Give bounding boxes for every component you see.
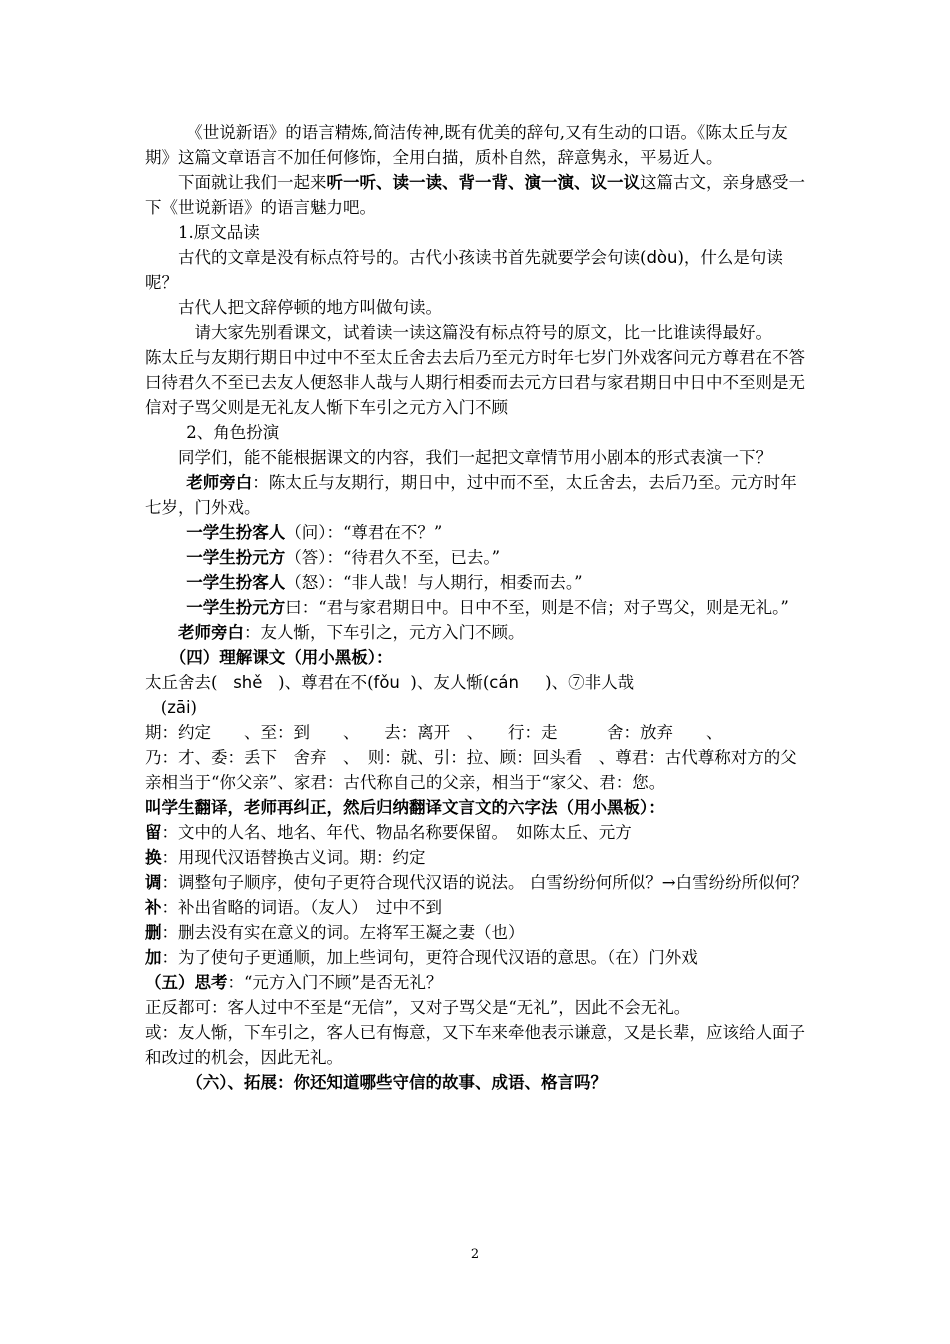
text-span: )、⑦非人哉 bbox=[545, 673, 635, 692]
method-key: 删 bbox=[145, 923, 162, 942]
bold-heading: 叫学生翻译，老师再纠正，然后归纳翻译文言文的六字法（用小黑板）： bbox=[145, 798, 665, 817]
unpunctuated-text: 陈太丘与友期行期日中过中不至太丘舍去去后乃至元方时年七岁门外戏客问元方尊君在不答曰待君久不至已去友人便怒非人哉与人期行相委而去元方曰君与家君期日中日中不至则是无信对子骂父则是无礼友人惭下车引之元方入门不顾 bbox=[145, 348, 805, 417]
line-text: ：陈太丘与友期行，期日中，过中而不至，太丘舍去，去后乃至。元方时年七岁，门外戏。 bbox=[145, 473, 797, 517]
method-item bbox=[145, 845, 810, 870]
section-heading-understanding bbox=[145, 645, 810, 670]
method-text: ：删去没有实在意义的词。左将军王凝之妻（也） bbox=[161, 923, 525, 942]
role-label: 一学生扮客人 bbox=[186, 573, 286, 592]
text-span: 太丘舍去( bbox=[145, 673, 218, 692]
line-text: （问）：“尊君在不？” bbox=[285, 523, 443, 542]
translation-method-heading bbox=[145, 795, 810, 820]
pronunciation-line bbox=[145, 670, 810, 720]
method-key: 换 bbox=[145, 848, 162, 867]
vocab-line: 期：约定 、至：到 、 去：离开 、 行：走 舍：放弃 、 bbox=[145, 723, 723, 742]
document-body bbox=[145, 120, 810, 1095]
section-heading-thinking bbox=[145, 970, 810, 995]
intro-paragraph: 《世说新语》的语言精炼,简洁传神,既有优美的辞句,又有生动的口语。《陈太丘与友期》这篇文章语言不加任何修饰，全用白描，质朴自然，辞意隽永，平易近人。 bbox=[145, 123, 788, 167]
narration-line bbox=[145, 470, 810, 520]
pinyin: cán bbox=[489, 673, 519, 692]
dialogue-line bbox=[145, 520, 810, 545]
narration-line bbox=[145, 620, 810, 645]
vocab-line: 乃：才、委：丢下 舍弃 、 则：就、引：拉、顾：回头看 、尊君：古代尊称对方的父亲相当于“你父亲”、家君：古代称自己的父亲，相当于“家父、君：您。 bbox=[145, 748, 797, 792]
pinyin: zāi bbox=[167, 698, 191, 717]
method-key: 留 bbox=[145, 823, 162, 842]
role-label: 老师旁白 bbox=[186, 473, 253, 492]
method-text: ：调整句子顺序，使句子更符合现代汉语的说法。 白雪纷纷何所似？→白雪纷纷所似何？ bbox=[161, 873, 808, 892]
bold-heading: （六）、拓展：你还知道哪些守信的故事、成语、格言吗？ bbox=[186, 1073, 607, 1092]
role-label: 一学生扮元方 bbox=[186, 598, 286, 617]
role-label: 一学生扮元方 bbox=[186, 548, 286, 567]
dialogue-line bbox=[145, 595, 810, 620]
line-text: （怒）：“非人哉！与人期行，相委而去。” bbox=[285, 573, 583, 592]
role-label: 一学生扮客人 bbox=[186, 523, 286, 542]
method-key: 调 bbox=[145, 873, 162, 892]
method-item bbox=[145, 945, 810, 970]
method-text: ：为了使句子更通顺，加上些词句，更符合现代汉语的意思。（在）门外戏 bbox=[161, 948, 698, 967]
section-heading-roleplay: 2、角色扮演 bbox=[186, 423, 280, 442]
method-key: 补 bbox=[145, 898, 162, 917]
text-span: 下面就让我们一起来 bbox=[178, 173, 327, 192]
pinyin: fǒu bbox=[373, 673, 400, 692]
method-item bbox=[145, 895, 810, 920]
reading-instruction: 请大家先别看课文，试着读一读这篇没有标点符号的原文，比一比谁读得最好。 bbox=[194, 323, 772, 342]
text-span: )、尊君在不( bbox=[278, 673, 374, 692]
line-text: （答）：“待君久不至，已去。” bbox=[285, 548, 501, 567]
method-text: ：文中的人名、地名、年代、物品名称要保留。 如陈太丘、元方 bbox=[161, 823, 632, 842]
section-heading-extension bbox=[145, 1070, 810, 1095]
text-span: )，什么是句读呢？ bbox=[145, 248, 783, 292]
text-span: 古代的文章是没有标点符号的。古代小孩读书首先就要学会句读( bbox=[178, 248, 647, 267]
judou-answer: 古代人把文辞停顿的地方叫做句读。 bbox=[178, 298, 442, 317]
method-item bbox=[145, 820, 810, 845]
pinyin: dòu bbox=[646, 248, 678, 267]
text-span: 这篇古文，亲身感受一下《世说新语》的语言魅力吧。 bbox=[145, 173, 805, 217]
text-span: )、友人惭( bbox=[410, 673, 490, 692]
pinyin: shě bbox=[233, 673, 263, 692]
page-number: 2 bbox=[470, 1247, 480, 1262]
line-text: ：友人惭，下车引之，元方入门不顾。 bbox=[244, 623, 525, 642]
text-span: ) bbox=[190, 698, 197, 717]
method-item bbox=[145, 870, 810, 895]
section-heading-reading: 1.原文品读 bbox=[178, 223, 260, 242]
bold-heading: （四）理解课文（用小黑板）： bbox=[169, 648, 393, 667]
text-span: ( bbox=[160, 698, 168, 717]
method-text: ：补出省略的词语。（友人） 过中不到 bbox=[161, 898, 442, 917]
bold-heading: （五）思考 bbox=[145, 973, 228, 992]
method-item bbox=[145, 920, 810, 945]
method-key: 加 bbox=[145, 948, 162, 967]
line-text: 曰：“君与家君期日中。日中不至，则是不信；对子骂父，则是无礼。” bbox=[285, 598, 789, 617]
role-label: 老师旁白 bbox=[178, 623, 244, 642]
answer-line: 正反都可：客人过中不至是“无信”，又对子骂父是“无礼”，因此不会无礼。 bbox=[145, 998, 691, 1017]
answer-line: 或：友人惭，下车引之，客人已有悔意，又下车来牵他表示谦意，又是长辈，应该给人面子和改过的机会，因此无礼。 bbox=[145, 1023, 805, 1067]
roleplay-intro: 同学们，能不能根据课文的内容，我们一起把文章情节用小剧本的形式表演一下？ bbox=[178, 448, 772, 467]
bold-activities: 听一听、读一读、背一背、演一演、议一议 bbox=[326, 173, 640, 192]
dialogue-line bbox=[145, 545, 810, 570]
activity-paragraph bbox=[145, 170, 810, 220]
judou-question bbox=[145, 245, 810, 295]
line-text: ：“元方入门不顾”是否无礼？ bbox=[227, 973, 443, 992]
dialogue-line bbox=[145, 570, 810, 595]
method-text: ：用现代汉语替换古义词。期：约定 bbox=[161, 848, 426, 867]
